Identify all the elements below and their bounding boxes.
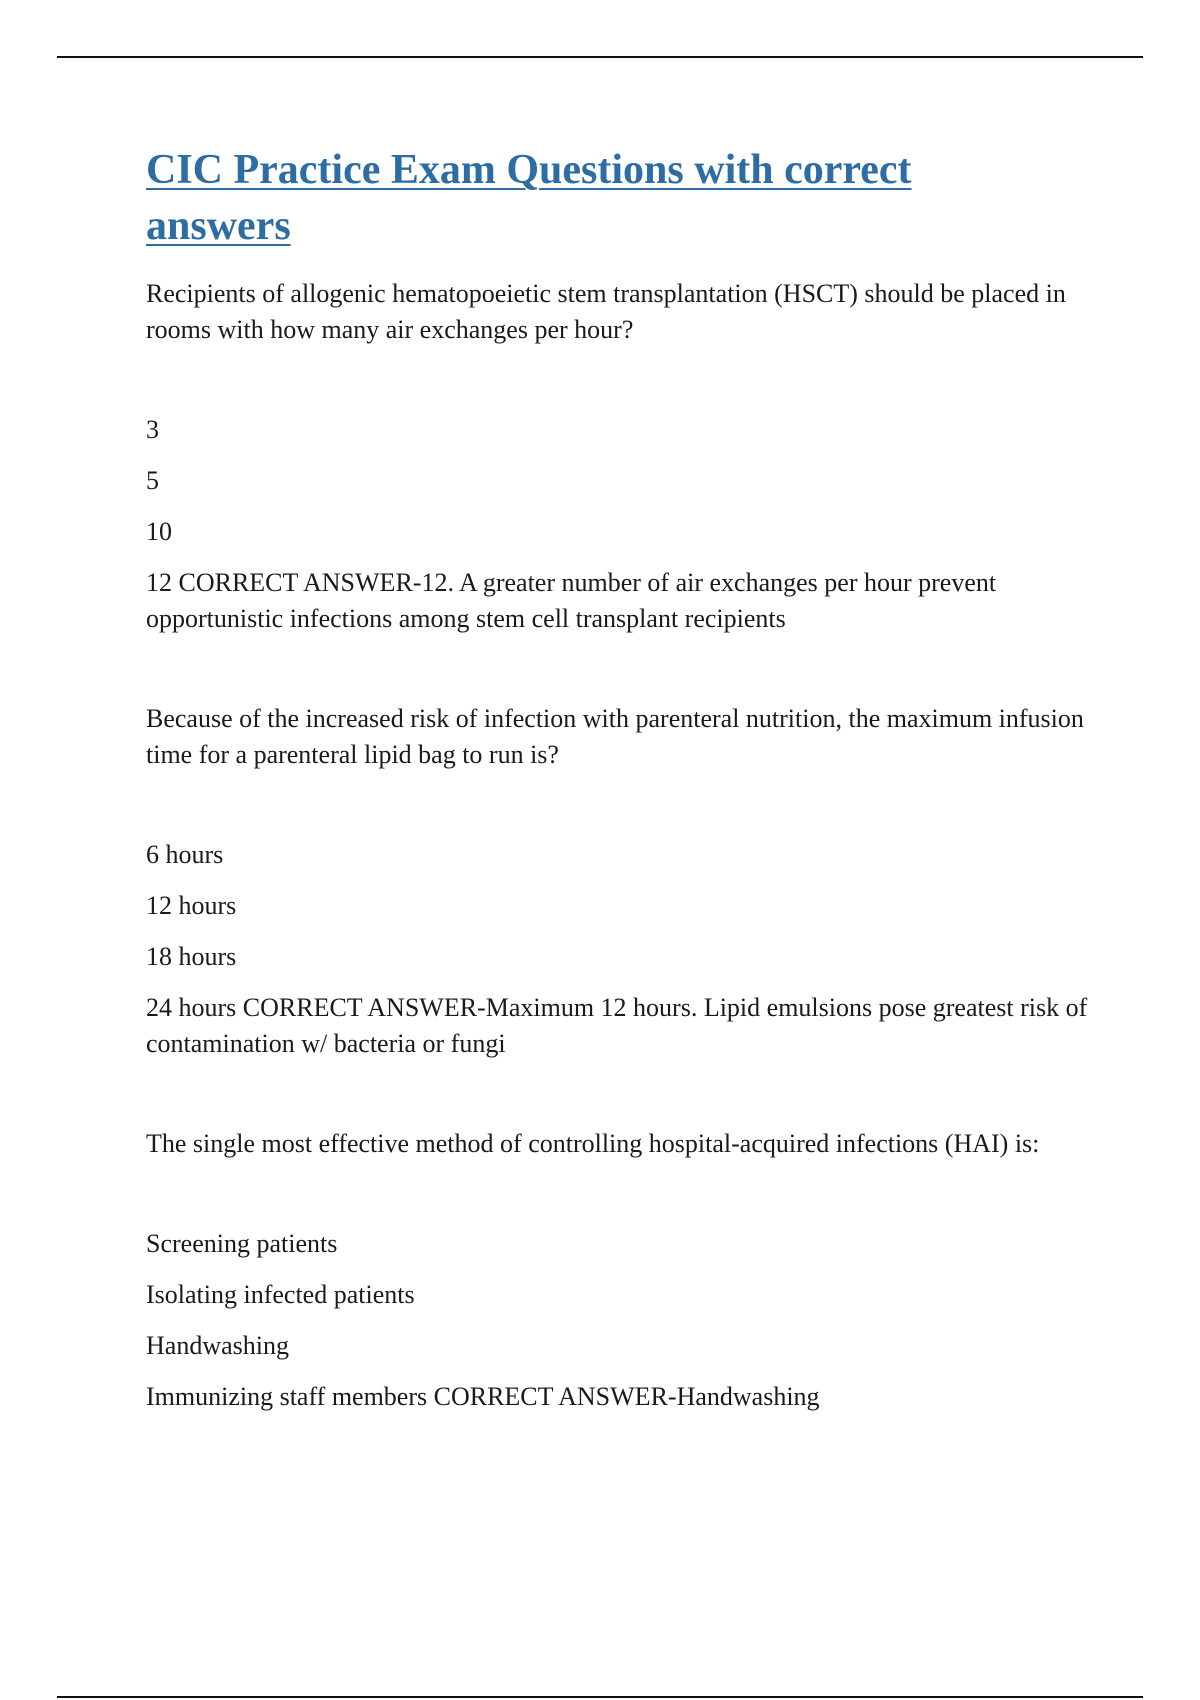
document-title: CIC Practice Exam Questions with correct answers <box>146 147 912 249</box>
question-block-1 <box>146 276 1106 637</box>
answer-option-with-correct-answer: 12 CORRECT ANSWER-12. A greater number of air exchanges per hour prevent opportunistic infections among stem cell transplant recipients <box>146 568 997 633</box>
answer-option: Isolating infected patients <box>146 1280 415 1309</box>
answer-option: 12 hours <box>146 891 237 920</box>
question-text: The single most effective method of controlling hospital-acquired infections (HAI) is: <box>146 1129 1040 1158</box>
answer-option-with-correct-answer: Immunizing staff members CORRECT ANSWER-Handwashing <box>146 1382 820 1411</box>
question-block-3 <box>146 1126 1106 1415</box>
page-top-rule <box>57 56 1143 58</box>
question-text: Recipients of allogenic hematopoeietic stem transplantation (HSCT) should be placed in rooms with how many air exchanges per hour? <box>146 279 1066 344</box>
page-bottom-rule <box>57 1696 1143 1698</box>
question-text: Because of the increased risk of infection with parenteral nutrition, the maximum infusion time for a parenteral lipid bag to run is? <box>146 704 1084 769</box>
answer-option: Handwashing <box>146 1331 289 1360</box>
answer-option: 5 <box>146 466 159 495</box>
answer-option: 10 <box>146 517 172 546</box>
answer-option-with-correct-answer: 24 hours CORRECT ANSWER-Maximum 12 hours. Lipid emulsions pose greatest risk of contamination w/ bacteria or fungi <box>146 993 1088 1058</box>
answer-option: Screening patients <box>146 1229 338 1258</box>
answer-option: 3 <box>146 415 159 444</box>
answer-option: 18 hours <box>146 942 237 971</box>
question-block-2 <box>146 701 1106 1062</box>
document-body <box>146 142 1106 1479</box>
answer-option: 6 hours <box>146 840 224 869</box>
